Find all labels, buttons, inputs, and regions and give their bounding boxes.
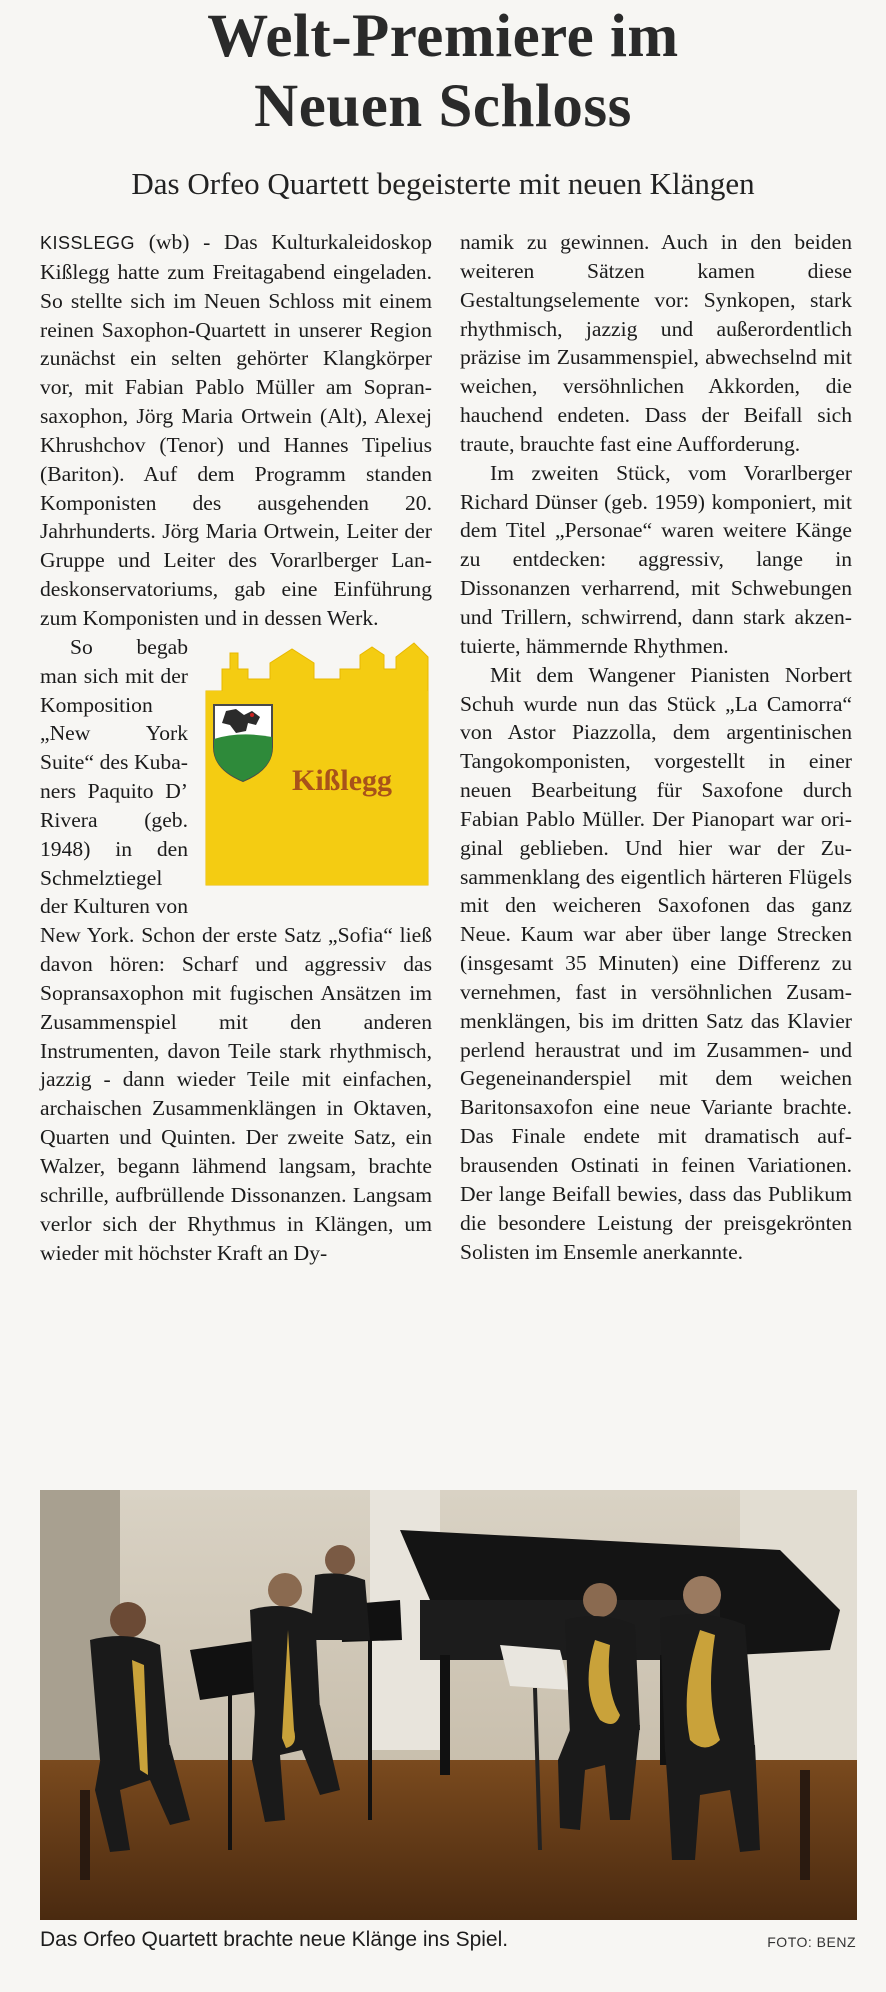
- headline-line-2: Neuen Schloss: [254, 73, 632, 140]
- article-column-right: [460, 228, 852, 1266]
- concert-photo: [40, 1490, 857, 1920]
- photo-credit: FOTO: BENZ: [767, 1934, 856, 1950]
- logo-text: Kißlegg: [292, 763, 393, 797]
- photo-caption: Das Orfeo Quartett brachte neue Klänge ins Spiel.: [40, 1928, 509, 1951]
- article-column-left: [40, 228, 432, 1267]
- headline-line-1: Welt-Premiere im: [207, 3, 679, 70]
- paragraph: [40, 633, 432, 1268]
- paragraph-text: (wb) - Das Kulturkaleidoskop Kißlegg hatte zum Freitagabend eingeladen. So stellte sich im Neuen Schloss mit einem reinen Saxophon-Quartett in unserer Region zunächst ein selten gehörter Klangkörper vor, mit Fabian Pablo Müller am Sopransaxophon, Jörg Maria Ortwein (Alt), Alexej Khrushchov (Tenor) und Hannes Tipelius (Bariton). Auf dem Programm standen Komponisten des ausgehenden 20. Jahrhunderts. Jörg Maria Ortwein, Leiter der Gruppe und Leiter des Vorarlberger Landeskonservatoriums, gab eine Einführung zum Komponisten und in dessen Werk.: [40, 230, 432, 630]
- paragraph: Mit dem Wangener Pianisten Norbert Schuh wurde nun das Stück „La Camorra“ von Astor Piazzolla, dem argentinischen Tangokomponisten, vorgestellt in einer neuen Bearbeitung für Saxofone durch Fabian Pablo Müller. Der Pianopart war original geblieben. Und hier war der Zusammenklang des eigentlich härteren Flügels mit den weicheren Saxofonen das ganz Neue. Kaum war aber über lange Strecken (insgesamt 35 Minuten) eine Differenz zu vernehmen, fast in versöhnlichen Zusammenklängen, bis im dritten Satz das Klavier perlend heraustrat und im Zusammen- und Gegeneinanderspiel mit dem weichen Baritonsaxofon eine neue Variante brachte. Das Finale endete mit dramatisch aufbrausenden Ostinati in feinen Variationen. Der lange Beifall bewies, dass das Publikum die besondere Leistung der preisgekrönten Solisten im Ensemle anerkannte.: [460, 662, 852, 1264]
- paragraph-text: So begab man sich mit der Komposition „New York Suite“ des Kubaners Paquito D’ Rivera (geb. 1948) in den Schmelztiegel der Kulturen von New York. Schon der erste Satz „Sofia“ ließ davon hören: Scharf und aggressiv das Sopransaxophon mit fugischen Ansätzen im Zusammenspiel mit den anderen Instrumenten, davon Teile stark rhythmisch, jazzig - dann wieder Teile mit einfachen, archaischen Zusammenklängen in Oktaven, Quarten und Quinten. Der zweite Satz, ein Walzer, begann lähmend langsam, brachte schrille, aufbrüllende Dissonanzen. Langsam verlor sich der Rhythmus in Klängen, um wieder mit höchster Kraft an Dy-: [40, 634, 432, 1265]
- kisslegg-logo: [200, 639, 432, 889]
- paragraph: Im zweiten Stück, vom Vorarlberger Richard Dünser (geb. 1959) komponiert, mit dem Titel „Personae“ waren weitere Känge zu entdecken: aggressiv, lange in Dissonanzen verharrend, mit Schwebungen und Trillern, schwirrend, dann stark akzentuierte, hämmernde Rhythmen.: [460, 460, 852, 658]
- photo-image: [40, 1490, 857, 1920]
- subheadline: Das Orfeo Quartett begeisterte mit neuen Klängen: [131, 166, 755, 201]
- headline: [0, 2, 886, 142]
- paragraph: namik zu gewinnen. Auch in den beiden weiteren Sätzen kamen diese Gestaltungselemente vor: Synkopen, stark rhythmisch, jazzig und außerordentlich präzise im Zusammenspiel, abwechselnd mit weichen, versöhnlichen Akkorden, die hauchend endeten. Dass der Beifall sich traute, brauchte fast eine Aufforderung.: [460, 230, 852, 456]
- paragraph: [40, 228, 432, 633]
- dateline: KISSLEGG: [40, 233, 136, 253]
